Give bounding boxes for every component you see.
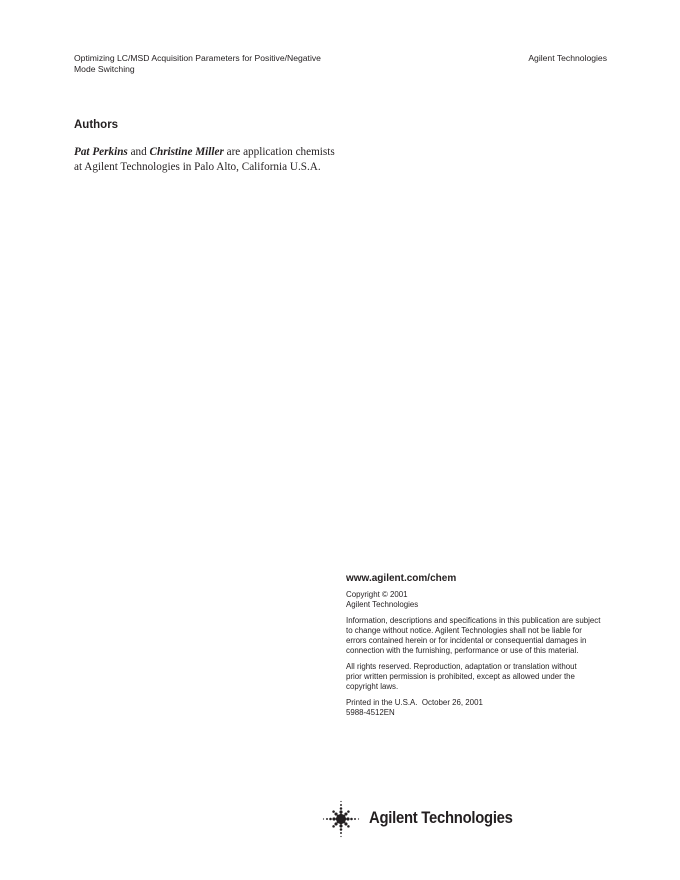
publication-number: 5988-4512EN [346,708,395,717]
colophon [346,574,616,724]
rights-block [346,662,616,692]
rights-line-1: All rights reserved. Reproduction, adaptation or translation without [346,662,577,671]
spark-dot [339,810,342,813]
spark-dot [354,818,356,820]
printed-block [346,698,616,718]
spark-dot [334,822,337,825]
spark-dot [346,817,349,820]
authors-description: are application chemists at Agilent Technologies in Palo Alto, California U.S.A. [74,146,335,173]
spark-dot [326,818,328,820]
spark-dot [340,801,341,802]
copyright-block [346,590,616,610]
spark-dot [347,825,350,828]
spark-dot [332,817,335,820]
disclaimer-line-1: Information, descriptions and specifications in this publication are subject [346,616,601,625]
logo-text: Agilent Technologies [369,809,513,827]
header-company: Agilent Technologies [528,53,607,63]
spark-center-dot [339,817,344,822]
spark-dot [340,807,343,810]
copyright-line-1: Copyright © 2001 [346,590,408,599]
author-name-2: Christine Miller [149,146,224,158]
disclaimer-line-2: to change without notice. Agilent Technologies shall not be liable for [346,626,582,635]
agilent-spark-icon [320,798,362,840]
printed-date: Printed in the U.S.A. October 26, 2001 [346,698,483,707]
document-title-line-1: Optimizing LC/MSD Acquisition Parameters for Positive/Negative [74,53,321,63]
authors-paragraph [74,145,336,174]
disclaimer-line-4: connection with the furnishing, performance or use of this material. [346,646,579,655]
rights-line-2: prior written permission is prohibited, except as allowed under the [346,672,575,681]
spark-dot [340,832,342,834]
spark-dot [323,818,324,819]
spark-dot [339,824,342,827]
spark-dot [358,818,359,819]
document-title [74,53,364,75]
author-connector: and [130,146,147,158]
spark-dot [347,810,350,813]
authors-heading: Authors [74,119,119,131]
spark-dot [344,822,347,825]
spark-dot [340,804,342,806]
spark-dot [340,828,343,831]
copyright-line-2: Agilent Technologies [346,600,419,609]
spark-dot [332,825,335,828]
spark-dot [344,812,347,815]
spark-dot [332,810,335,813]
website-link[interactable]: www.agilent.com/chem [346,573,457,584]
spark-dot [329,818,332,821]
spark-dot [340,836,341,837]
spark-dot [350,818,353,821]
agilent-logo [320,798,530,840]
document-title-line-2: Mode Switching [74,64,135,74]
rights-line-3: copyright laws. [346,682,399,691]
author-name-1: Pat Perkins [74,146,128,158]
disclaimer-block [346,616,616,656]
disclaimer-line-3: errors contained herein or for incidental or consequential damages in [346,636,587,645]
spark-dot [334,812,337,815]
